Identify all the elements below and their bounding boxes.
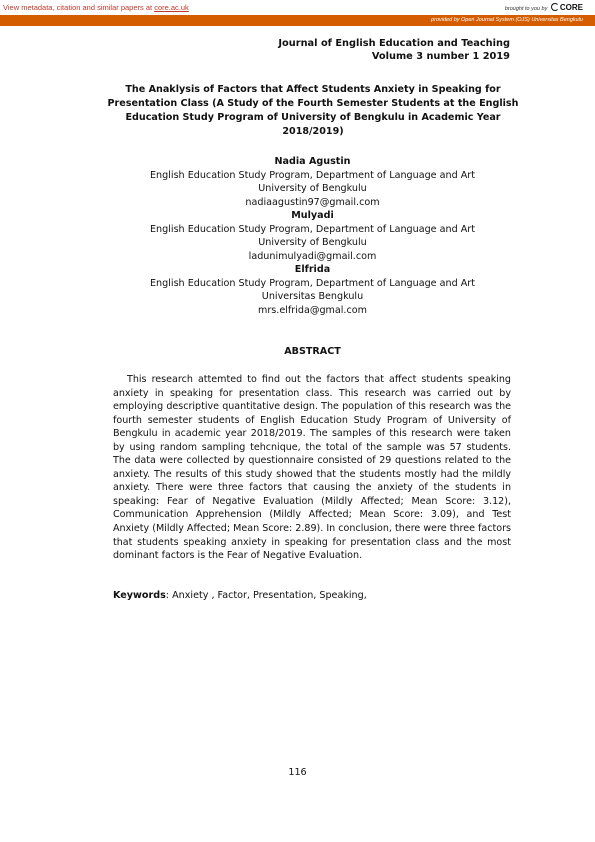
journal-name: Journal of English Education and Teaching bbox=[278, 38, 510, 49]
provided-by-bar bbox=[0, 15, 595, 26]
author-email: ladunimulyadi@gmail.com bbox=[248, 250, 377, 262]
author-entry bbox=[90, 155, 535, 209]
keywords-label: Keywords bbox=[113, 590, 166, 601]
keywords-line bbox=[113, 590, 511, 601]
core-banner bbox=[0, 0, 595, 15]
author-email: nadiaagustin97@gmail.com bbox=[245, 196, 380, 208]
author-name: Nadia Agustin bbox=[274, 156, 351, 167]
author-affiliation: English Education Study Program, Department of Language and Art bbox=[150, 277, 475, 289]
author-email: mrs.elfrida@gmal.com bbox=[258, 304, 367, 316]
author-institution: University of Bengkulu bbox=[258, 237, 367, 248]
author-name: Mulyadi bbox=[291, 210, 334, 221]
journal-volume: Volume 3 number 1 2019 bbox=[371, 50, 510, 62]
page-number: 116 bbox=[288, 767, 307, 778]
core-brought-by[interactable]: brought to you by CORE bbox=[504, 3, 583, 12]
author-name: Elfrida bbox=[294, 264, 331, 275]
core-logo[interactable]: CORE bbox=[551, 3, 583, 12]
provided-by-text[interactable]: provided by Open Journal System (OJS) Universitas Bengkulu bbox=[431, 17, 583, 23]
author-institution: Universitas Bengkulu bbox=[261, 291, 364, 302]
author-entry bbox=[90, 209, 535, 263]
author-institution: University of Bengkulu bbox=[258, 183, 367, 194]
core-link[interactable]: core.ac.uk bbox=[154, 3, 189, 12]
author-entry bbox=[90, 263, 535, 317]
core-metadata-text: View metadata, citation and similar papers at core.ac.uk bbox=[3, 3, 189, 12]
abstract-body: This research attemted to find out the factors that affect students speaking anxiety in speaking for presentation class. This research was carried out by employing descriptive quantitative design. The population of this research was the fourth semester students of English Education Study Program of University of Bengkulu in academic year 2018/2019. The samples of this research were taken by using random sampling tehcnique, the total of the sample was 57 students. The data were collected by questionnaire consisted of 29 questions related to the anxiety. The results of this study showed that the students mostly had the mildly anxiety. There were three factors that causing the anxiety of the students in speaking: Fear of Negative Evaluation (Mildly Affected; Mean Score: 3.12), Communication Apprehension (Mildly Affected; Mean Score: 3.09), and Test Anxiety (Mildly Affected; Mean Score: 2.89). In conclusion, there were three factors that students speaking anxiety in speaking for presentation class and the most dominant factors is the Fear of Negative Evaluation. bbox=[113, 374, 511, 562]
abstract-heading: ABSTRACT bbox=[284, 346, 341, 357]
author-affiliation: English Education Study Program, Department of Language and Art bbox=[150, 223, 475, 235]
core-logo-icon bbox=[551, 3, 559, 11]
author-block bbox=[90, 155, 535, 317]
author-affiliation: English Education Study Program, Department of Language and Art bbox=[150, 169, 475, 181]
keywords-value: : Anxiety , Factor, Presentation, Speaking, bbox=[165, 590, 367, 601]
paper-title: The Anaklysis of Factors that Affect Students Anxiety in Speaking for Presentation Class (A Study of the Fourth Semester Students at the English Education Study Program of University of Bengkulu in Academic Year 2018/2019) bbox=[107, 84, 519, 137]
journal-header bbox=[278, 38, 510, 63]
